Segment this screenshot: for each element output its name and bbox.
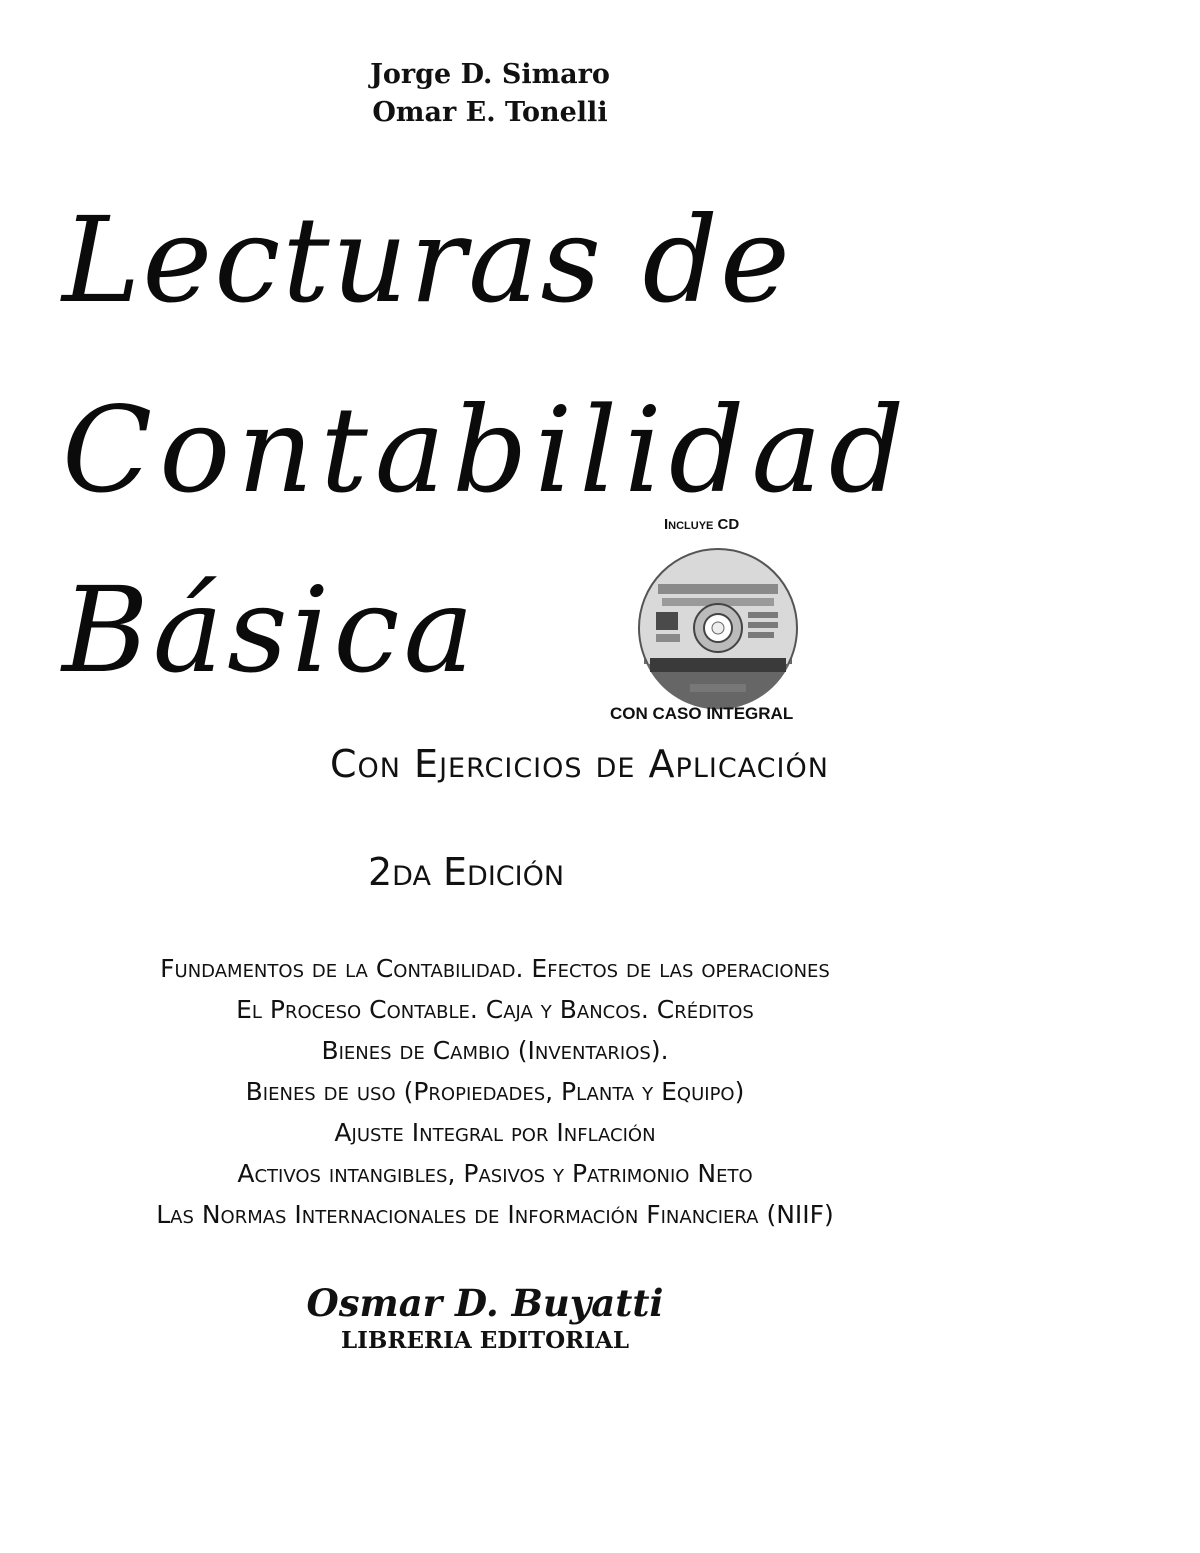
author-name: Jorge D. Simaro — [370, 59, 610, 90]
author-name: Omar E. Tonelli — [372, 97, 608, 128]
topic-item: Activos intangibles, Pasivos y Patrimonio Neto — [237, 1159, 753, 1188]
cd-disc-image — [636, 546, 800, 710]
topic-item: Ajuste Integral por Inflación — [334, 1118, 656, 1147]
topic-item: Las Normas Internacionales de Información Financiera (NIIF) — [156, 1200, 834, 1229]
publisher-subtitle: LIBRERIA EDITORIAL — [340, 1327, 630, 1354]
authors-block — [300, 56, 680, 132]
book-title-line: Lecturas de — [62, 191, 792, 329]
edition-label: 2da Edición — [368, 850, 565, 894]
topics-list — [40, 948, 950, 1235]
topic-item: Fundamentos de la Contabilidad. Efectos de las operaciones — [160, 954, 830, 983]
publisher-name: Osmar D. Buyatti — [306, 1281, 664, 1325]
topic-item: Bienes de Cambio (Inventarios). — [321, 1036, 669, 1065]
cd-bottom-label: CON CASO INTEGRAL — [610, 704, 794, 723]
cd-top-label: Incluye CD — [664, 516, 740, 533]
topic-item: Bienes de uso (Propiedades, Planta y Equipo) — [245, 1077, 745, 1106]
book-title-line: Contabilidad — [62, 381, 912, 519]
publisher-block — [280, 1280, 690, 1356]
book-subtitle: Con Ejercicios de Aplicación — [330, 742, 829, 786]
topic-item: El Proceso Contable. Caja y Bancos. Créditos — [236, 995, 754, 1024]
book-title-line: Básica — [62, 561, 478, 699]
